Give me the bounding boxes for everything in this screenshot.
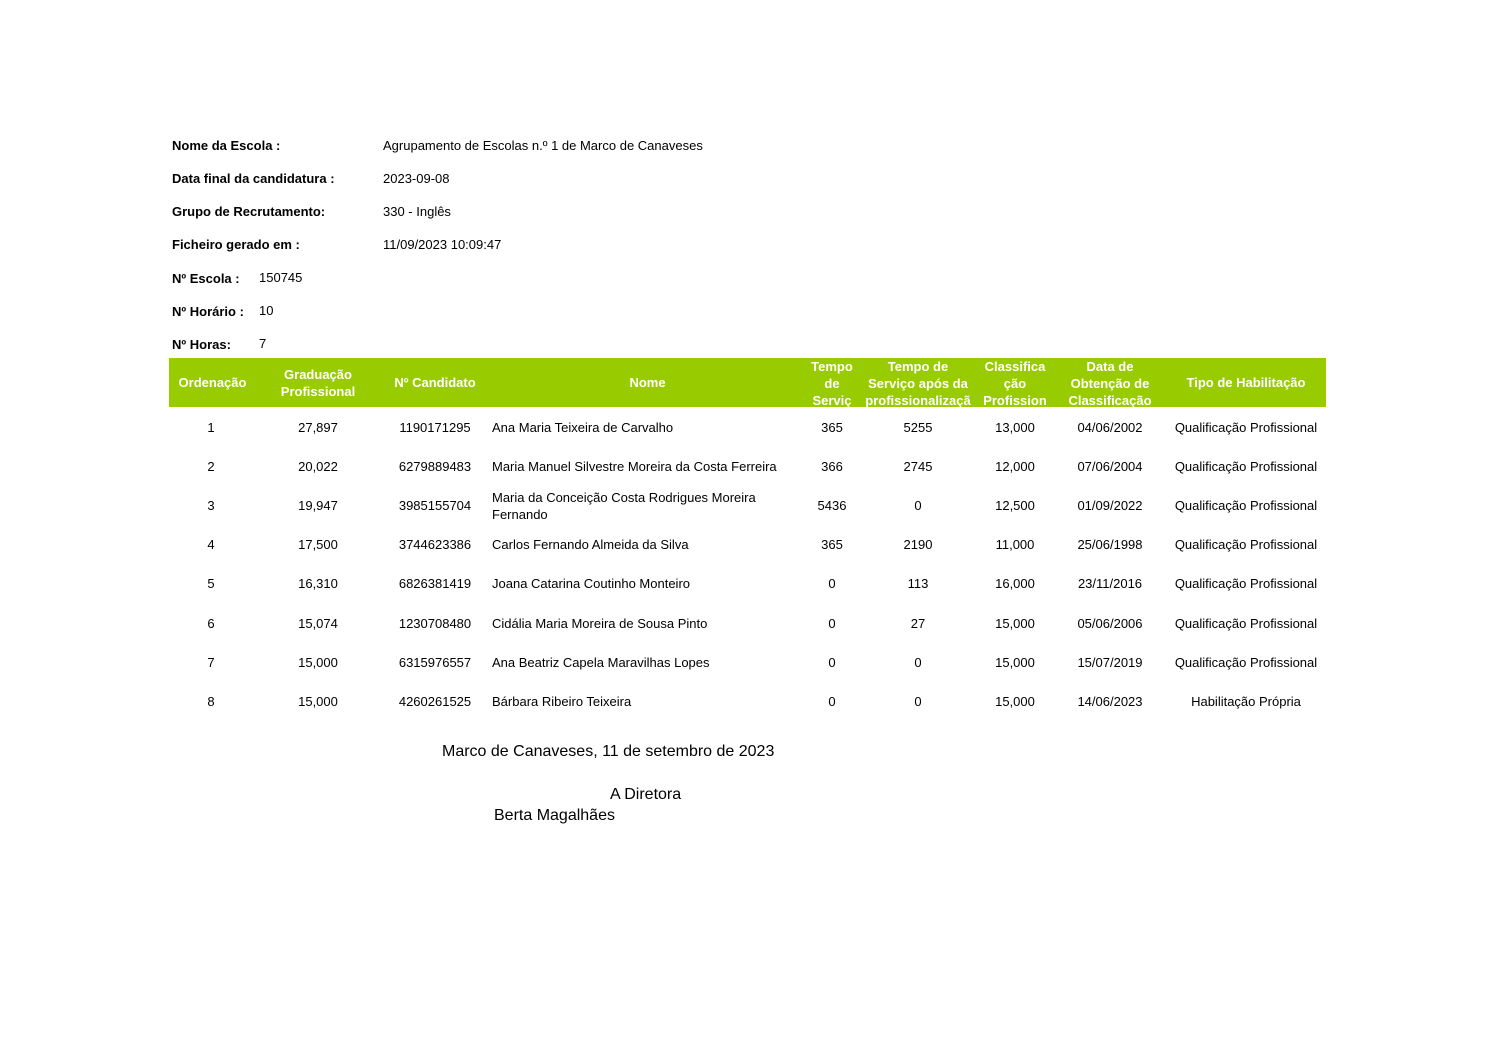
- cell-ordem: 4: [207, 537, 215, 552]
- cell-tipo: Qualificação Profissional: [1174, 537, 1318, 552]
- cell-tempo: 0: [828, 655, 836, 670]
- cell-nome: Maria da Conceição Costa Rodrigues Moreira Fernando: [492, 489, 756, 522]
- cell-tipo: Habilitação Própria: [1191, 694, 1301, 709]
- recruitment-group-label: Grupo de Recrutamento:: [172, 204, 326, 219]
- cell-graduacao: 15,000: [298, 655, 338, 670]
- deadline-label: Data final da candidatura :: [172, 171, 335, 186]
- cell-classificacao: 12,500: [995, 498, 1035, 513]
- cell-classificacao: 12,000: [995, 459, 1035, 474]
- table-row: [169, 682, 1326, 721]
- cell-tempo-apos: 113: [907, 576, 929, 591]
- cell-classificacao: 15,000: [995, 694, 1035, 709]
- cell-nome: Ana Maria Teixeira de Carvalho: [492, 420, 674, 435]
- cell-nome: Cidália Maria Moreira de Sousa Pinto: [492, 616, 708, 631]
- candidates-table: [169, 358, 1326, 709]
- table-header: [169, 358, 1326, 407]
- hours-value: 7: [259, 336, 267, 351]
- header-ordem: Ordenação: [178, 375, 247, 390]
- cell-graduacao: 20,022: [298, 459, 338, 474]
- header-tempo-apos: Tempo de Serviço após da profissionalizaçã: [865, 359, 971, 407]
- cell-data: 25/06/1998: [1077, 537, 1143, 552]
- cell-tempo: 0: [828, 694, 836, 709]
- cell-candidato: 6315976557: [398, 655, 472, 670]
- signatory-name: Berta Magalhães: [494, 807, 615, 824]
- cell-ordem: 7: [207, 655, 215, 670]
- cell-ordem: 2: [207, 459, 215, 474]
- table-row: [169, 486, 1326, 525]
- cell-data: 23/11/2016: [1077, 576, 1143, 591]
- cell-tempo-apos: 0: [914, 498, 922, 513]
- header-tipo: Tipo de Habilitação: [1186, 375, 1306, 390]
- cell-candidato: 6826381419: [398, 576, 472, 591]
- table-row: [169, 604, 1326, 643]
- hours-label: Nº Horas:: [172, 337, 231, 352]
- cell-nome: Carlos Fernando Almeida da Silva: [492, 537, 689, 552]
- cell-tipo: Qualificação Profissional: [1174, 616, 1318, 631]
- header-candidato: Nº Candidato: [394, 375, 476, 390]
- cell-graduacao: 16,310: [298, 576, 338, 591]
- cell-tempo-apos: 2745: [903, 459, 933, 474]
- schedule-number-value: 10: [259, 303, 274, 318]
- cell-tipo: Qualificação Profissional: [1174, 498, 1318, 513]
- header-tempo: Tempo de Serviç: [811, 359, 853, 407]
- cell-tempo-apos: 27: [910, 616, 926, 631]
- cell-data: 05/06/2006: [1077, 616, 1143, 631]
- cell-graduacao: 15,000: [298, 694, 338, 709]
- header-data: Data de Obtenção de Classificação: [1068, 359, 1152, 407]
- cell-tempo-apos: 0: [914, 694, 922, 709]
- place-date: Marco de Canaveses, 11 de setembro de 2023: [442, 743, 775, 760]
- generated-at-value: 11/09/2023 10:09:47: [383, 237, 502, 252]
- cell-ordem: 6: [207, 616, 215, 631]
- cell-graduacao: 27,897: [298, 420, 338, 435]
- cell-classificacao: 13,000: [995, 420, 1035, 435]
- cell-nome: Maria Manuel Silvestre Moreira da Costa Ferreira: [492, 459, 777, 474]
- cell-nome: Joana Catarina Coutinho Monteiro: [492, 576, 691, 591]
- table-row: [169, 643, 1326, 682]
- cell-classificacao: 15,000: [995, 616, 1035, 631]
- cell-tempo: 5436: [817, 498, 847, 513]
- cell-ordem: 5: [207, 576, 215, 591]
- cell-tempo: 0: [828, 616, 836, 631]
- generated-at-label: Ficheiro gerado em :: [172, 237, 300, 252]
- cell-graduacao: 19,947: [298, 498, 338, 513]
- cell-data: 01/09/2022: [1077, 498, 1143, 513]
- cell-candidato: 1230708480: [398, 616, 472, 631]
- signatory-role: A Diretora: [610, 786, 682, 803]
- cell-candidato: 3985155704: [398, 498, 472, 513]
- cell-candidato: 4260261525: [398, 694, 472, 709]
- cell-ordem: 3: [207, 498, 215, 513]
- cell-candidato: 1190171295: [399, 420, 471, 435]
- cell-candidato: 6279889483: [398, 459, 472, 474]
- header-nome: Nome: [629, 375, 666, 390]
- cell-tipo: Qualificação Profissional: [1174, 459, 1318, 474]
- cell-nome: Bárbara Ribeiro Teixeira: [492, 694, 632, 709]
- cell-tempo: 366: [821, 459, 843, 474]
- cell-classificacao: 15,000: [995, 655, 1035, 670]
- school-name-label: Nome da Escola :: [172, 138, 281, 153]
- cell-tipo: Qualificação Profissional: [1174, 576, 1318, 591]
- cell-classificacao: 11,000: [995, 537, 1035, 552]
- school-number-value: 150745: [259, 270, 303, 285]
- cell-ordem: 1: [207, 420, 215, 435]
- recruitment-group-value: 330 - Inglês: [383, 204, 451, 219]
- deadline-value: 2023-09-08: [383, 171, 450, 186]
- cell-tipo: Qualificação Profissional: [1174, 655, 1318, 670]
- table-row: [169, 564, 1326, 603]
- cell-classificacao: 16,000: [995, 576, 1035, 591]
- cell-tempo: 365: [821, 537, 843, 552]
- cell-tempo: 365: [821, 420, 843, 435]
- cell-data: 04/06/2002: [1077, 420, 1143, 435]
- school-name-value: Agrupamento de Escolas n.º 1 de Marco de Canaveses: [383, 138, 703, 153]
- cell-ordem: 8: [207, 694, 215, 709]
- cell-data: 15/07/2019: [1077, 655, 1143, 670]
- cell-tempo-apos: 2190: [903, 537, 933, 552]
- cell-graduacao: 15,074: [298, 616, 338, 631]
- header-graduacao: Graduação Profissional: [280, 366, 356, 399]
- cell-candidato: 3744623386: [398, 537, 472, 552]
- school-number-label: Nº Escola :: [172, 271, 240, 286]
- cell-nome: Ana Beatriz Capela Maravilhas Lopes: [492, 655, 710, 670]
- cell-data: 14/06/2023: [1077, 694, 1143, 709]
- cell-tempo-apos: 0: [914, 655, 922, 670]
- cell-tempo: 0: [828, 576, 836, 591]
- header-classificacao: Classifica ção Profission: [983, 359, 1047, 407]
- schedule-number-label: Nº Horário :: [172, 304, 244, 319]
- cell-data: 07/06/2004: [1077, 459, 1143, 474]
- cell-graduacao: 17,500: [298, 537, 338, 552]
- table-row: [169, 447, 1326, 486]
- table-row: [169, 525, 1326, 564]
- cell-tempo-apos: 5255: [903, 420, 933, 435]
- cell-tipo: Qualificação Profissional: [1174, 420, 1318, 435]
- table-row: [169, 408, 1326, 447]
